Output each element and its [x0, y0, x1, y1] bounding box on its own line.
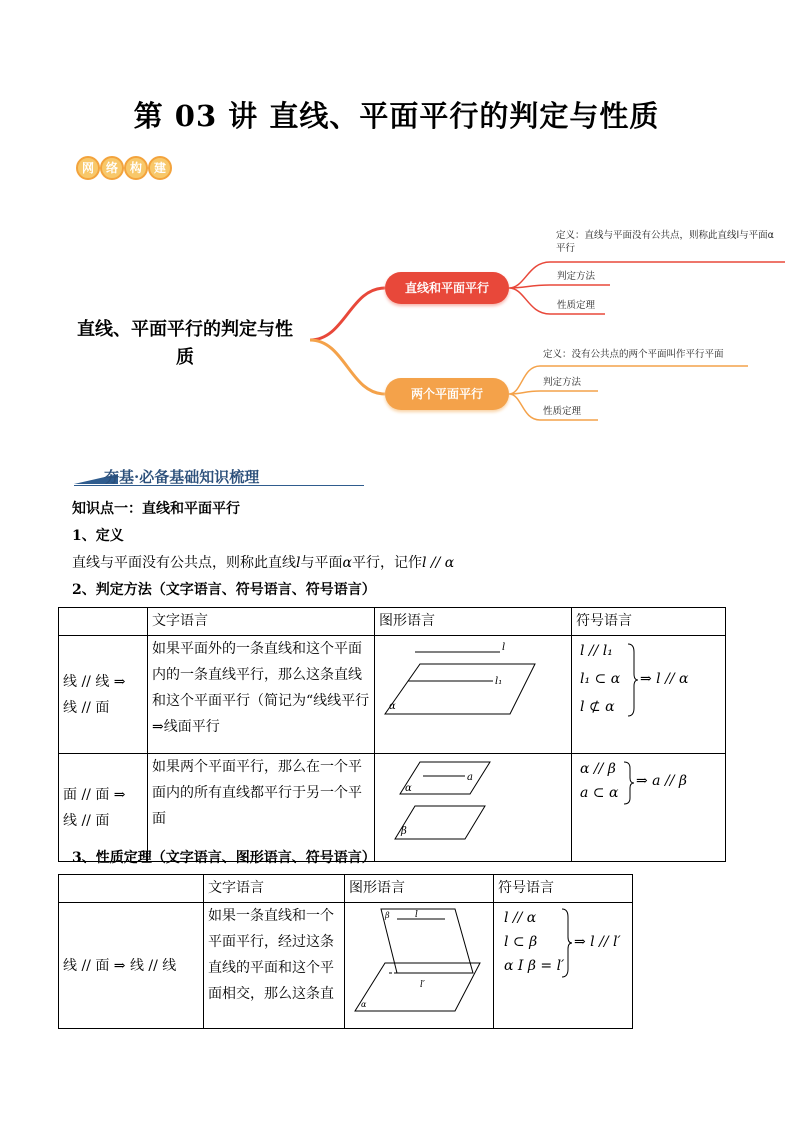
sym-line: α I β = l′ — [504, 958, 565, 974]
sym-result: ⇒ a // β — [636, 773, 687, 789]
mindmap-root: 直线、平面平行的判定与性质 — [77, 319, 293, 368]
sym-line: l ⊂ β — [504, 934, 538, 950]
def-alpha: α — [342, 555, 352, 571]
connector-branch-2 — [310, 340, 385, 394]
judgement-table — [58, 607, 726, 862]
table-header: 文字语言 — [148, 608, 375, 636]
table-header: 图形语言 — [345, 875, 494, 903]
badge-char: 网 — [76, 156, 100, 180]
sym-line: α // β — [580, 761, 616, 777]
table-header: 文字语言 — [204, 875, 345, 903]
connector-branch-1 — [310, 288, 385, 340]
def-text-b: 与平面 — [300, 555, 343, 571]
sym-line: l ⊄ α — [580, 699, 615, 715]
sym-line: l // α — [504, 910, 537, 926]
def-l: l — [296, 555, 301, 571]
sym-line: l₁ ⊂ α — [580, 671, 621, 687]
sym-result: ⇒ l // l′ — [574, 934, 621, 950]
figure-line-plane-intersect — [345, 903, 493, 1019]
badge-char: 络 — [100, 156, 124, 180]
connector-leaf — [509, 285, 610, 288]
sym-result: ⇒ l // α — [640, 671, 689, 687]
row-symbol — [494, 903, 633, 1029]
table-header: 图形语言 — [375, 608, 572, 636]
fig-label: α — [405, 783, 412, 794]
badge-char: 构 — [124, 156, 148, 180]
fig-label: l — [502, 642, 506, 653]
table-header — [59, 875, 204, 903]
fig-label: l — [415, 910, 418, 920]
table-header: 符号语言 — [572, 608, 726, 636]
row-text: 如果两个平面平行，那么在一个平面内的所有直线都平行于另一个平面 — [148, 754, 375, 862]
row-name: 线 // 面 ⇒ 线 // 线 — [59, 903, 204, 1029]
leaf-judgement: 判定方法 — [543, 377, 582, 388]
property-table — [58, 874, 633, 1029]
branch-line-plane-parallel: 直线和平面平行 — [385, 272, 509, 304]
fig-label: a — [467, 772, 473, 783]
row-name: 面 // 面 ⇒ 线 // 面 — [59, 754, 148, 862]
kp1-heading: 知识点一：直线和平面平行 — [72, 501, 240, 517]
leaf-definition: 定义：没有公共点的两个平面叫作平行平面 — [543, 349, 724, 360]
row-text: 如果一条直线和一个平面平行，经过这条直线的平面和这个平面相交，那么这条直 — [204, 903, 345, 1029]
leaf-definition: 定义：直线与平面没有公共点，则称此直线l与平面α平行 — [556, 230, 774, 254]
def-notation: l // α — [421, 555, 455, 571]
row-symbol — [572, 754, 726, 862]
fig-label: β — [385, 911, 390, 920]
fig-label: α — [389, 701, 396, 712]
def-text — [72, 553, 454, 573]
fig-label: β — [401, 826, 407, 837]
figure-plane-plane — [375, 754, 565, 852]
section-header — [74, 466, 364, 488]
prop-heading: 3、性质定理（文字语言、图形语言、符号语言） — [72, 850, 376, 866]
brace-icon — [622, 760, 634, 806]
leaf-judgement: 判定方法 — [557, 271, 596, 282]
row-text: 如果平面外的一条直线和这个平面内的一条直线平行，那么这条直线和这个平面平行（简记为“线线平行⇒线面平行 — [148, 636, 375, 754]
row-symbol — [572, 636, 726, 754]
connector-leaf — [509, 262, 785, 288]
section-title: 夯基·必备基础知识梳理 — [104, 468, 260, 486]
badge-char: 建 — [148, 156, 172, 180]
sym-line: a ⊂ α — [580, 785, 619, 801]
leaf-property: 性质定理 — [543, 406, 582, 417]
row-name: 线 // 线 ⇒ 线 // 面 — [59, 636, 148, 754]
fig-label: l₁ — [495, 676, 503, 687]
section-badge — [74, 153, 170, 184]
sym-line: l // l₁ — [580, 643, 613, 659]
fig-label: α — [361, 1000, 367, 1009]
figure-line-plane — [375, 636, 565, 744]
row-figure — [345, 903, 494, 1029]
def-text-a: 直线与平面没有公共点，则称此直线 — [72, 555, 296, 571]
page-title: 第 03 讲 直线、平面平行的判定与性质 — [133, 99, 660, 133]
row-figure — [375, 754, 572, 862]
brace-icon — [626, 642, 638, 718]
row-figure — [375, 636, 572, 754]
leaf-property: 性质定理 — [557, 300, 596, 311]
judge-heading: 2、判定方法（文字语言、符号语言、符号语言） — [72, 582, 376, 598]
fig-label: l′ — [420, 980, 425, 990]
connector-leaf — [509, 391, 598, 394]
brace-icon — [560, 907, 572, 979]
table-header — [59, 608, 148, 636]
def-text-c: 平行，记作 — [351, 555, 422, 571]
def-heading: 1、定义 — [72, 528, 124, 544]
branch-plane-plane-parallel: 两个平面平行 — [385, 378, 509, 410]
table-header: 符号语言 — [494, 875, 633, 903]
